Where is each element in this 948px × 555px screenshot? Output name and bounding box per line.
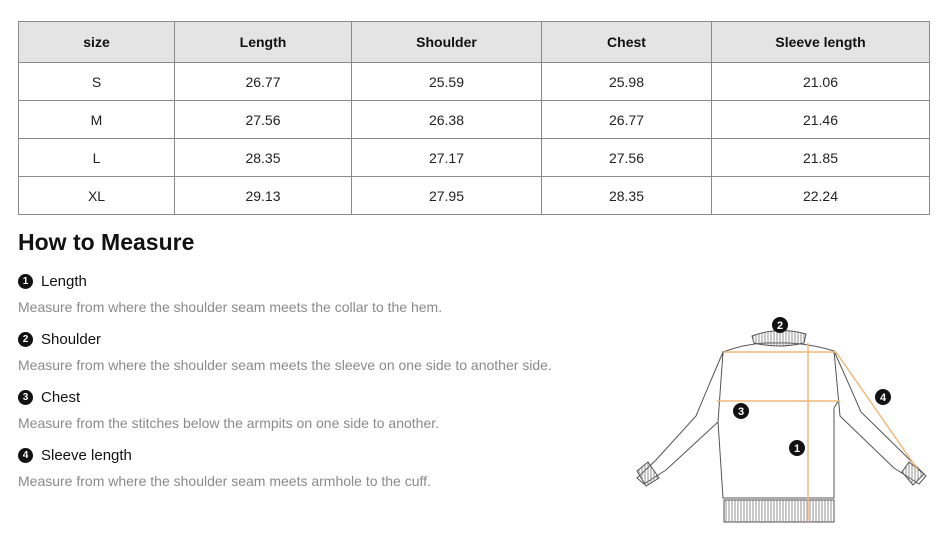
cell-shoulder: 26.38	[352, 101, 542, 139]
measure-item-length	[18, 271, 443, 315]
cell-sleeve-length: 22.24	[712, 177, 930, 215]
number-1-icon: 1	[18, 274, 33, 289]
marker-1	[789, 440, 805, 456]
marker-4-label: 4	[879, 392, 887, 404]
cell-shoulder: 27.17	[352, 139, 542, 177]
sweater-diagram	[626, 312, 930, 526]
cell-length: 29.13	[175, 177, 352, 215]
table-row	[19, 177, 930, 215]
cell-length: 27.56	[175, 101, 352, 139]
header-size: size	[19, 22, 175, 63]
table-row	[19, 139, 930, 177]
cell-length: 26.77	[175, 63, 352, 101]
cell-chest: 28.35	[542, 177, 712, 215]
how-to-measure-title: How to Measure	[18, 229, 195, 255]
cell-size: S	[19, 63, 175, 101]
cell-length: 28.35	[175, 139, 352, 177]
number-4-icon: 4	[18, 448, 33, 463]
marker-2-label: 2	[776, 320, 784, 332]
measure-item-sleeve-length	[18, 445, 431, 489]
cell-shoulder: 27.95	[352, 177, 542, 215]
number-3-icon: 3	[18, 390, 33, 405]
measure-item-chest	[18, 387, 440, 431]
header-length: Length	[175, 22, 352, 63]
cell-shoulder: 25.59	[352, 63, 542, 101]
measure-description: Measure from where the shoulder seam meets armhole to the cuff.	[18, 473, 431, 489]
measure-item-shoulder	[18, 329, 552, 373]
measure-label: Sleeve length	[41, 446, 132, 464]
table-row	[19, 63, 930, 101]
cell-size: XL	[19, 177, 175, 215]
cell-chest: 26.77	[542, 101, 712, 139]
marker-1-label: 1	[793, 443, 801, 455]
cell-sleeve-length: 21.06	[712, 63, 930, 101]
sweater-outline	[637, 330, 926, 522]
measure-description: Measure from the stitches below the armpits on one side to another.	[18, 415, 440, 431]
marker-3	[733, 403, 749, 419]
cell-chest: 25.98	[542, 63, 712, 101]
cell-size: L	[19, 139, 175, 177]
measure-description: Measure from where the shoulder seam meets the collar to the hem.	[18, 299, 443, 315]
number-2-icon: 2	[18, 332, 33, 347]
measure-label: Length	[41, 272, 87, 290]
header-sleeve-length: Sleeve length	[712, 22, 930, 63]
table-header-row	[19, 22, 930, 63]
table-row	[19, 101, 930, 139]
measure-description: Measure from where the shoulder seam meets the sleeve on one side to another side.	[18, 357, 552, 373]
header-chest: Chest	[542, 22, 712, 63]
cell-size: M	[19, 101, 175, 139]
marker-3-label: 3	[737, 406, 745, 418]
marker-2	[772, 317, 788, 333]
cell-sleeve-length: 21.85	[712, 139, 930, 177]
cell-chest: 27.56	[542, 139, 712, 177]
measure-label: Chest	[41, 388, 81, 406]
header-shoulder: Shoulder	[352, 22, 542, 63]
marker-4	[875, 389, 891, 405]
size-chart-table	[18, 21, 930, 215]
measure-label: Shoulder	[41, 330, 102, 348]
cell-sleeve-length: 21.46	[712, 101, 930, 139]
